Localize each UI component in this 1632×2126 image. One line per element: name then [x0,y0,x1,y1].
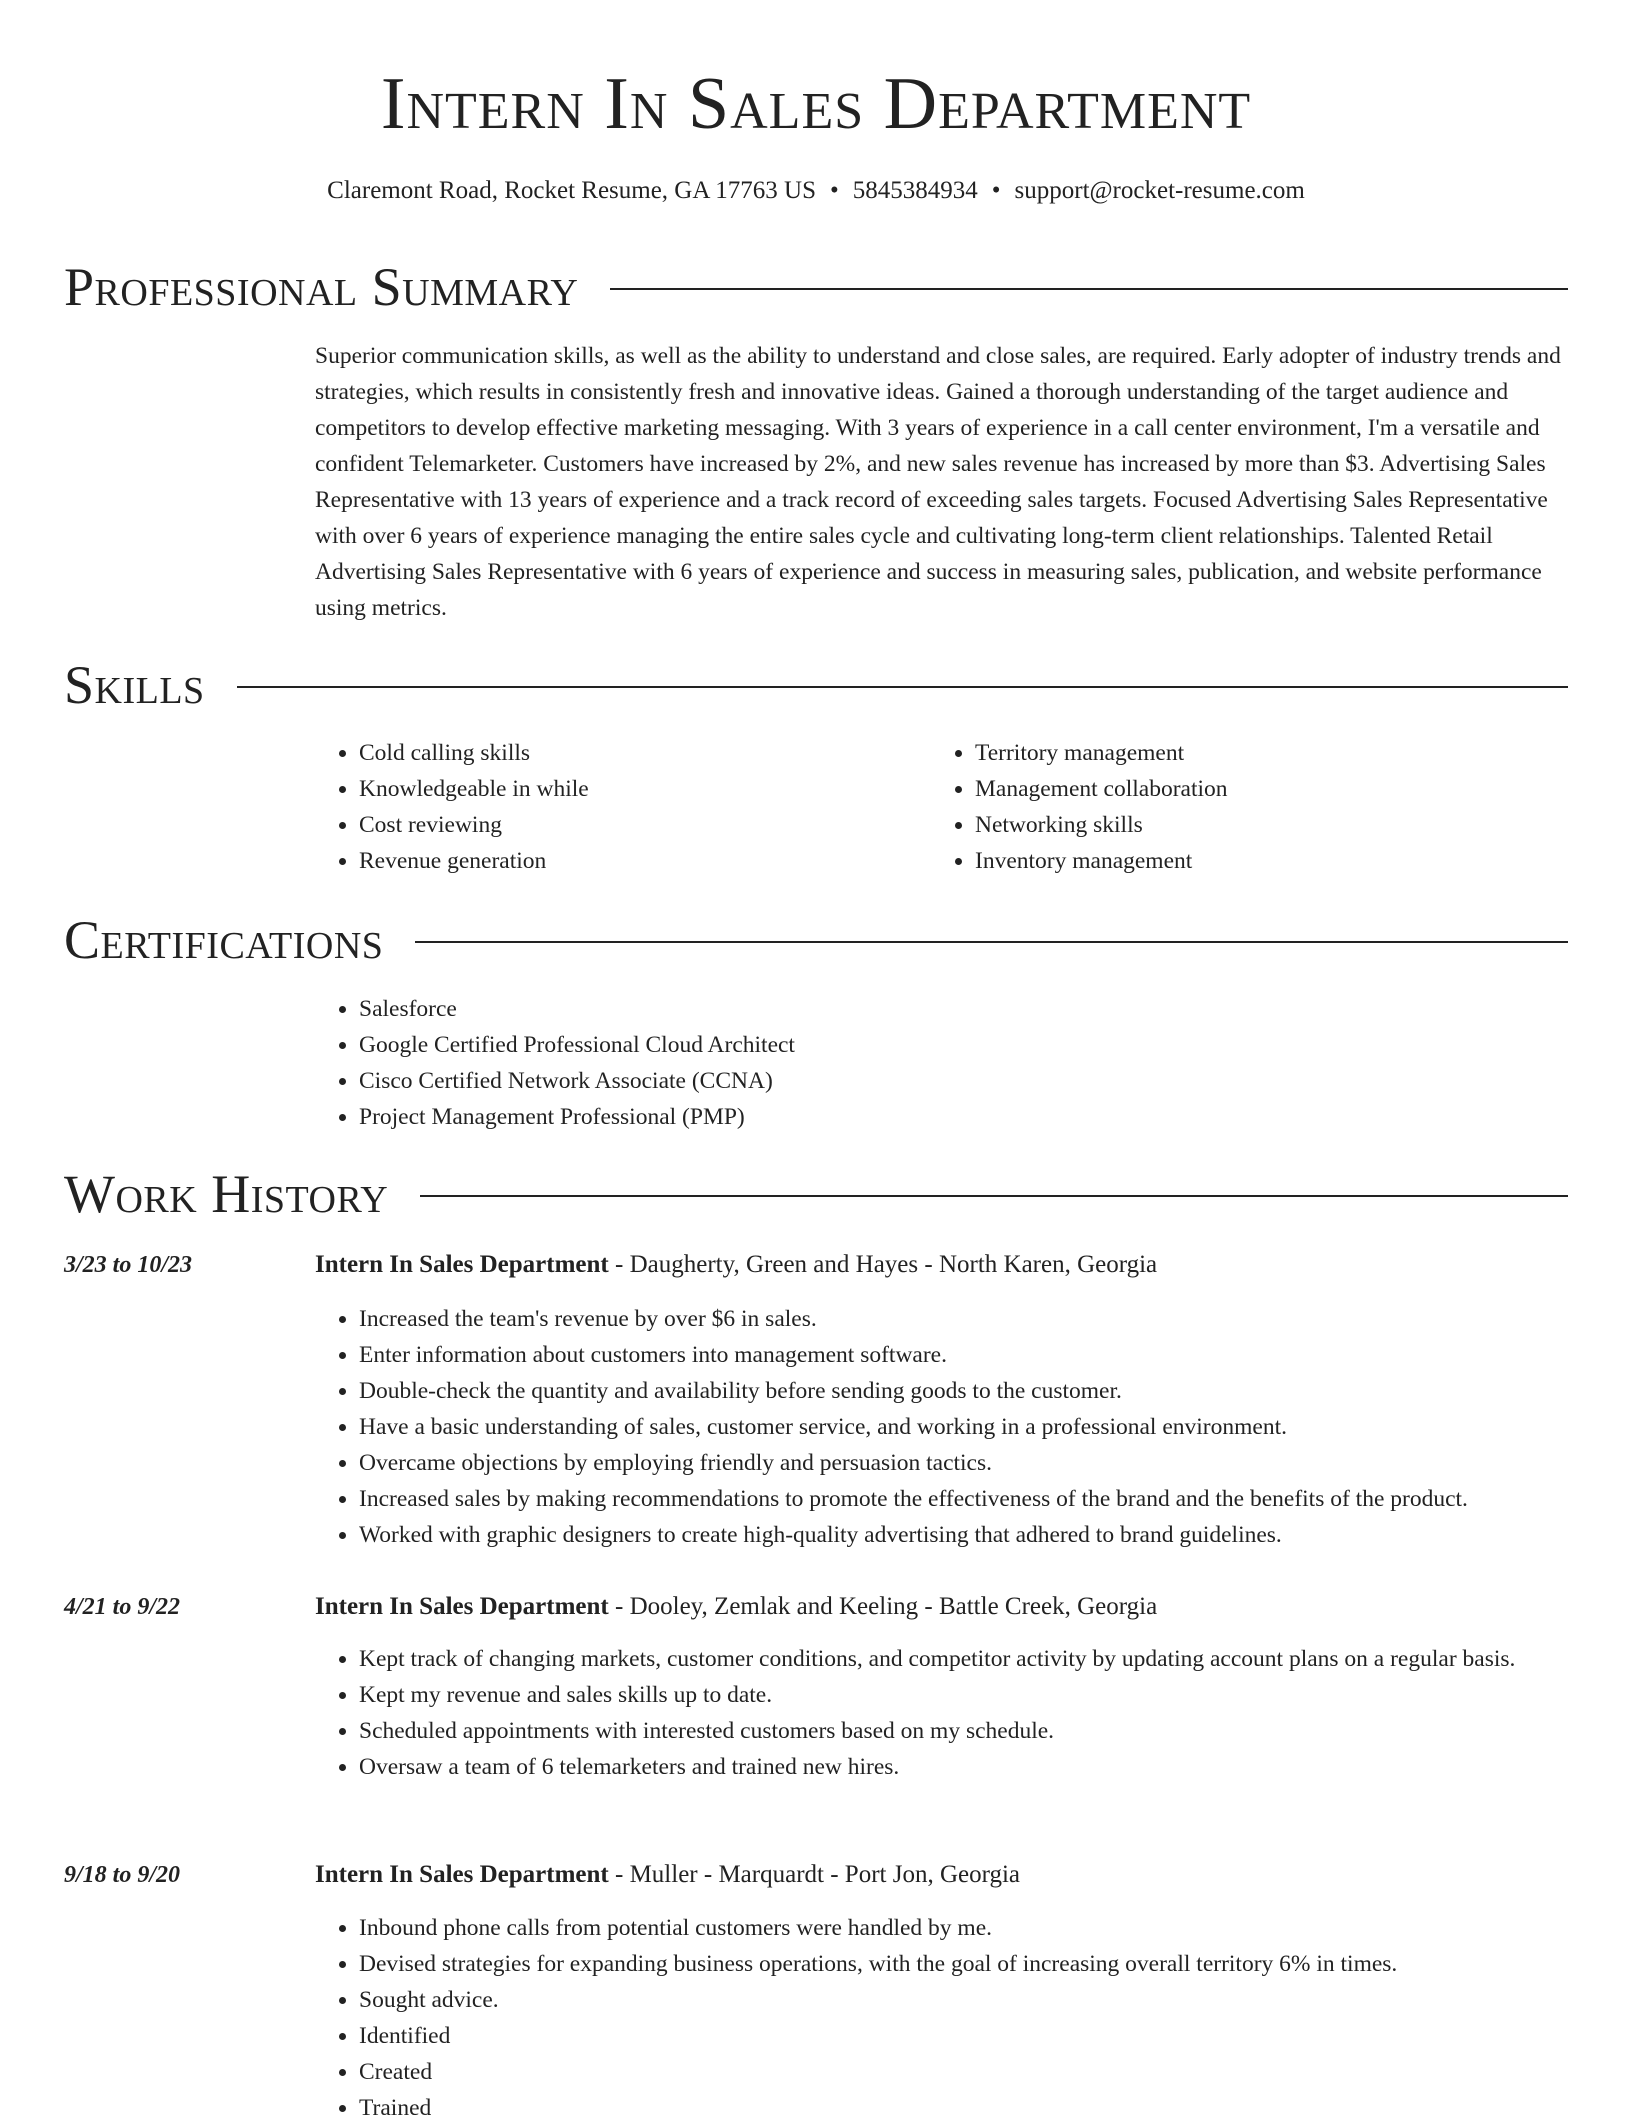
job-bullet: • Worked with graphic designers to create high-quality advertising that adhered to brand guidelines. [359,1517,1568,1553]
skill-item: • Management collaboration [975,771,1531,807]
job-bullet: • Increased sales by making recommendations to promote the effectiveness of the brand and the benefits of the product. [359,1481,1568,1517]
resume-name: Intern In Sales Department [380,63,1252,145]
section-rule [415,941,1568,943]
job-bullet: • Have a basic understanding of sales, customer service, and working in a professional environment. [359,1409,1568,1445]
certifications-block [315,991,1568,1135]
skills-column-left [315,735,915,879]
job-bullet-list [315,1910,1568,2126]
section-heading: Work History [64,1164,389,1224]
section-heading: Skills [64,655,205,715]
job-bullet: • Increased the team's revenue by over $6 in sales. [359,1301,1568,1337]
job-bullet: • Overcame objections by employing friendly and persuasion tactics. [359,1445,1568,1481]
job-bullets [315,1641,1568,1785]
contact-separator: • [830,177,839,204]
job-bullet: • Trained [359,2090,1568,2126]
section-work-header [64,1162,1568,1226]
contact-phone: 5845384934 [852,177,978,204]
contact-email[interactable]: support@rocket-resume.com [1014,177,1305,204]
skill-item: • Cold calling skills [359,735,915,771]
section-heading: Professional Summary [64,257,579,317]
job-bullet: • Devised strategies for expanding business operations, with the goal of increasing overall territory 6% in times. [359,1946,1568,1982]
section-rule [610,288,1568,290]
job-dates: 9/18 to 9/20 [64,1862,181,1888]
contact-separator: • [991,177,1001,204]
job-bullet: • Enter information about customers into management software. [359,1337,1568,1373]
job-employer: - Daugherty, Green and Hayes - North Karen, Georgia [608,1251,1158,1278]
contact-line [64,174,1568,208]
job-bullet: • Identified [359,2018,1568,2054]
job-dates: 4/21 to 9/22 [64,1594,181,1620]
skill-item: • Knowledgeable in while [359,771,915,807]
job-title-line [315,1857,1568,1893]
skill-item: • Territory management [975,735,1531,771]
skills-list [315,735,915,879]
certification-item: • Project Management Professional (PMP) [359,1099,1568,1135]
job-role: Intern In Sales Department [315,1251,609,1278]
job-employer: - Muller - Marquardt - Port Jon, Georgia [608,1861,1021,1888]
job-bullet: • Kept track of changing markets, customer conditions, and competitor activity by updating account plans on a regular basis. [359,1641,1568,1677]
job-bullet: • Inbound phone calls from potential customers were handled by me. [359,1910,1568,1946]
section-rule [420,1195,1568,1197]
contact-address: Claremont Road, Rocket Resume, GA 17763 US [327,177,816,204]
job-role: Intern In Sales Department [315,1861,609,1888]
certification-item: • Google Certified Professional Cloud Architect [359,1027,1568,1063]
certification-item: • Salesforce [359,991,1568,1027]
job-bullets [315,1910,1568,2126]
job-bullet-list [315,1641,1568,1785]
section-heading: Certifications [64,910,384,970]
skills-list [931,735,1531,879]
job-bullet: • Kept my revenue and sales skills up to date. [359,1677,1568,1713]
job-bullet: • Double-check the quantity and availability before sending goods to the customer. [359,1373,1568,1409]
section-certifications-header [64,908,1568,972]
skill-item: • Revenue generation [359,843,915,879]
job-title-line [315,1589,1568,1625]
skills-column-right [931,735,1531,879]
job-bullet: • Scheduled appointments with interested customers based on my schedule. [359,1713,1568,1749]
job-role: Intern In Sales Department [315,1593,609,1620]
skill-item: • Inventory management [975,843,1531,879]
skill-item: • Networking skills [975,807,1531,843]
job-dates: 3/23 to 10/23 [64,1252,193,1278]
skill-item: • Cost reviewing [359,807,915,843]
summary-text: Superior communication skills, as well as the ability to understand and close sales, are required. Early adopter of industry trends and strategies, which results in consistently fresh and innovative ideas. Gained a thorough understanding of the target audience and competitors to develop effective marketing messaging. With 3 years of experience in a call center environment, I'm a versatile and confident Telemarketer. Customers have increased by 2%, and new sales revenue has increased by more than $3. Advertising Sales Representative with 13 years of experience and a track record of exceeding sales targets. Focused Advertising Sales Representative with over 6 years of experience managing the entire sales cycle and cultivating long-term client relationships. Talented Retail Advertising Sales Representative with 6 years of experience and success in measuring sales, publication, and website performance using metrics. [315,343,1561,621]
job-bullets [315,1301,1568,1553]
section-skills-header [64,653,1568,717]
certification-item: • Cisco Certified Network Associate (CCNA) [359,1063,1568,1099]
job-bullet: • Sought advice. [359,1982,1568,2018]
job-employer: - Dooley, Zemlak and Keeling - Battle Creek, Georgia [608,1593,1158,1620]
section-rule [237,686,1568,688]
job-bullet: • Oversaw a team of 6 telemarketers and trained new hires. [359,1749,1568,1785]
certifications-list [315,991,1568,1135]
job-title-line [315,1247,1568,1283]
job-bullet: • Created [359,2054,1568,2090]
section-summary-header [64,255,1568,319]
job-bullet-list [315,1301,1568,1553]
